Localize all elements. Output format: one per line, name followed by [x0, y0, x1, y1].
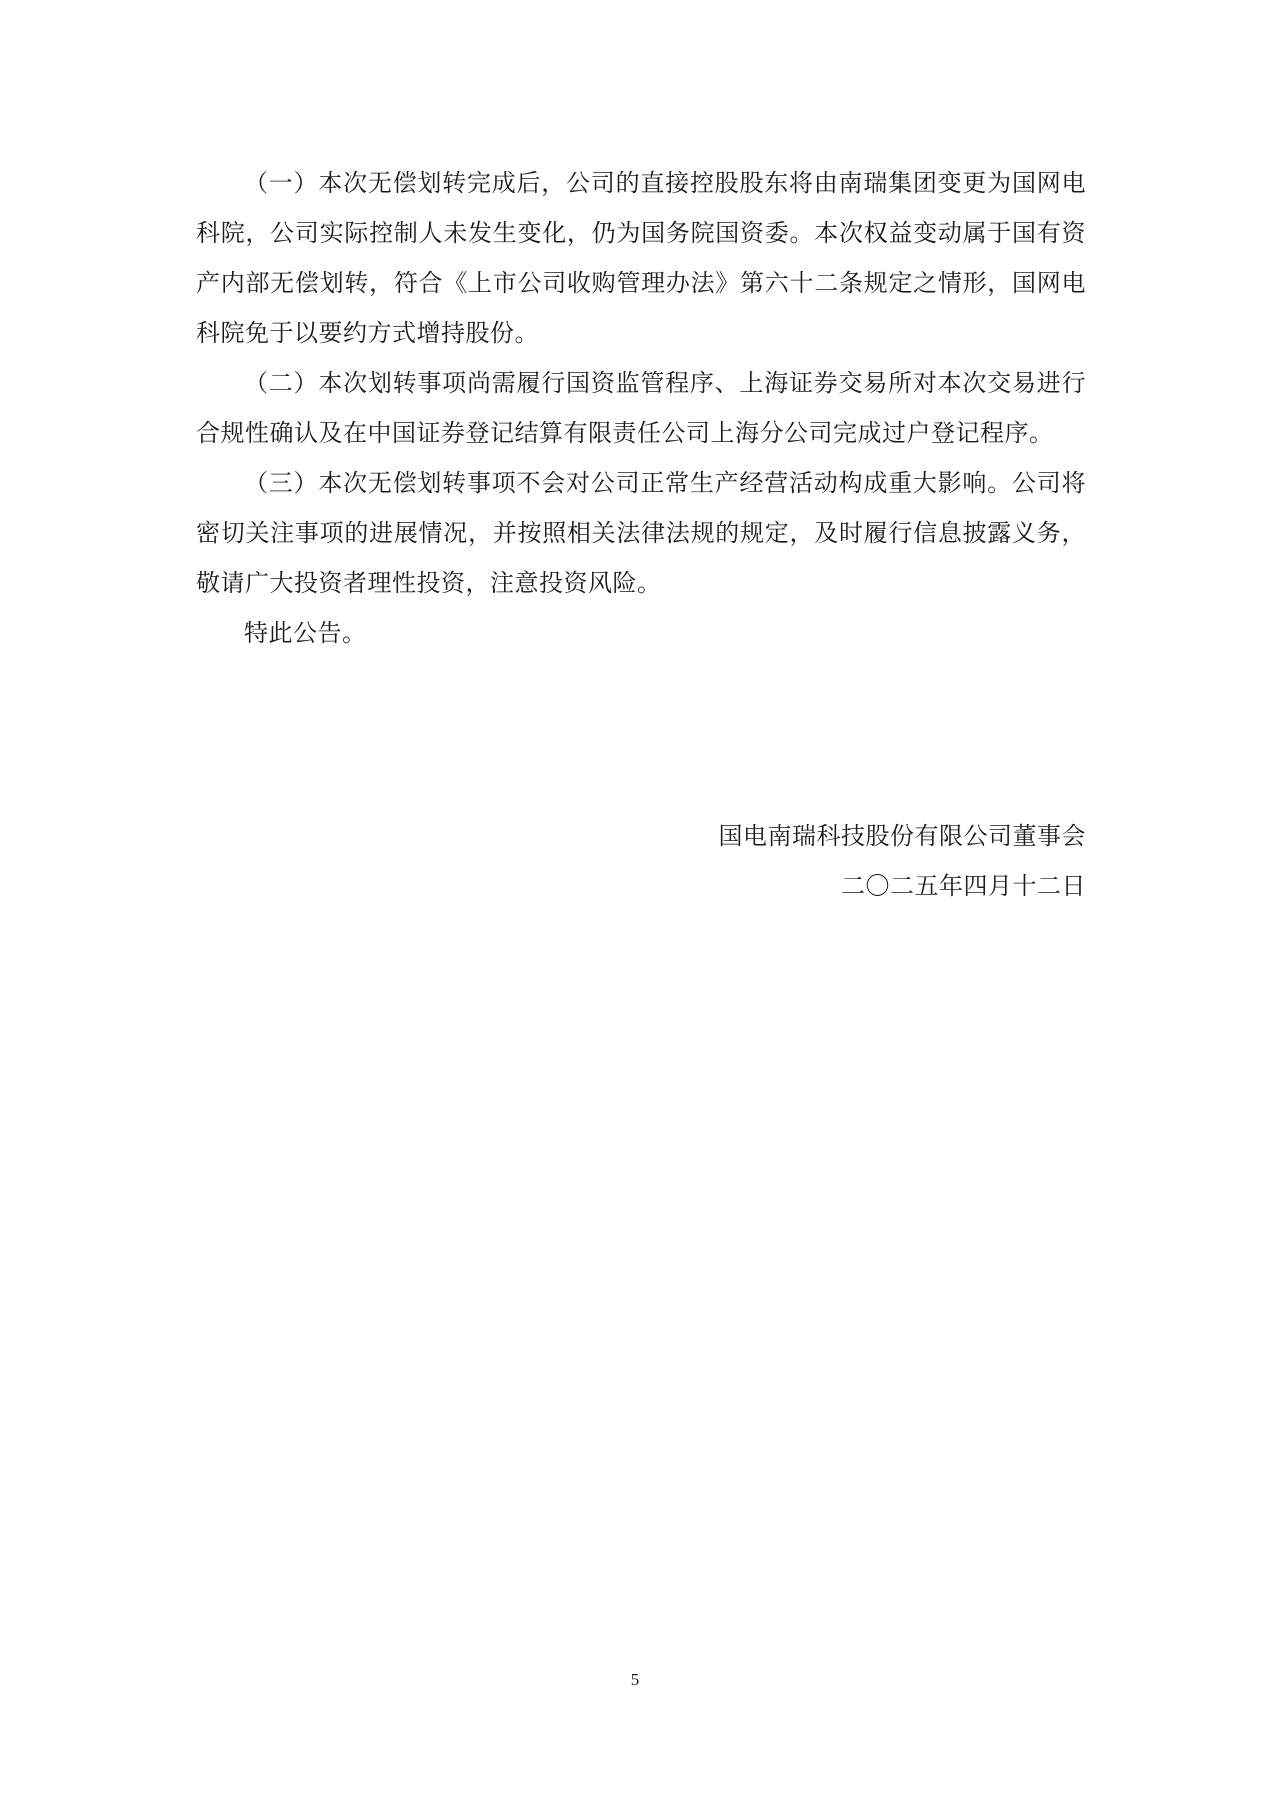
signature-date: 二〇二五年四月十二日 [841, 872, 1086, 900]
paragraph-item-3: （三）本次无偿划转事项不会对公司正常生产经营活动构成重大影响。公司将密切关注事项的进展情况，并按照相关法律法规的规定，及时履行信息披露义务，敬请广大投资者理性投资，注意投资风险。 [196, 469, 1086, 597]
paragraph-item-1: （一）本次无偿划转完成后，公司的直接控股股东将由南瑞集团变更为国网电科院，公司实际控制人未发生变化，仍为国务院国资委。本次权益变动属于国有资产内部无偿划转，符合《上市公司收购管理办法》第六十二条规定之情形，国网电科院免于以要约方式增持股份。 [196, 169, 1086, 347]
signature-block [719, 811, 1087, 911]
signature-company: 国电南瑞科技股份有限公司董事会 [718, 822, 1086, 850]
document-body [196, 158, 1086, 658]
page-number: 5 [630, 1670, 640, 1689]
paragraph-item-2: （二）本次划转事项尚需履行国资监管程序、上海证券交易所对本次交易进行合规性确认及在中国证券登记结算有限责任公司上海分公司完成过户登记程序。 [196, 369, 1086, 447]
closing-statement: 特此公告。 [244, 619, 367, 647]
